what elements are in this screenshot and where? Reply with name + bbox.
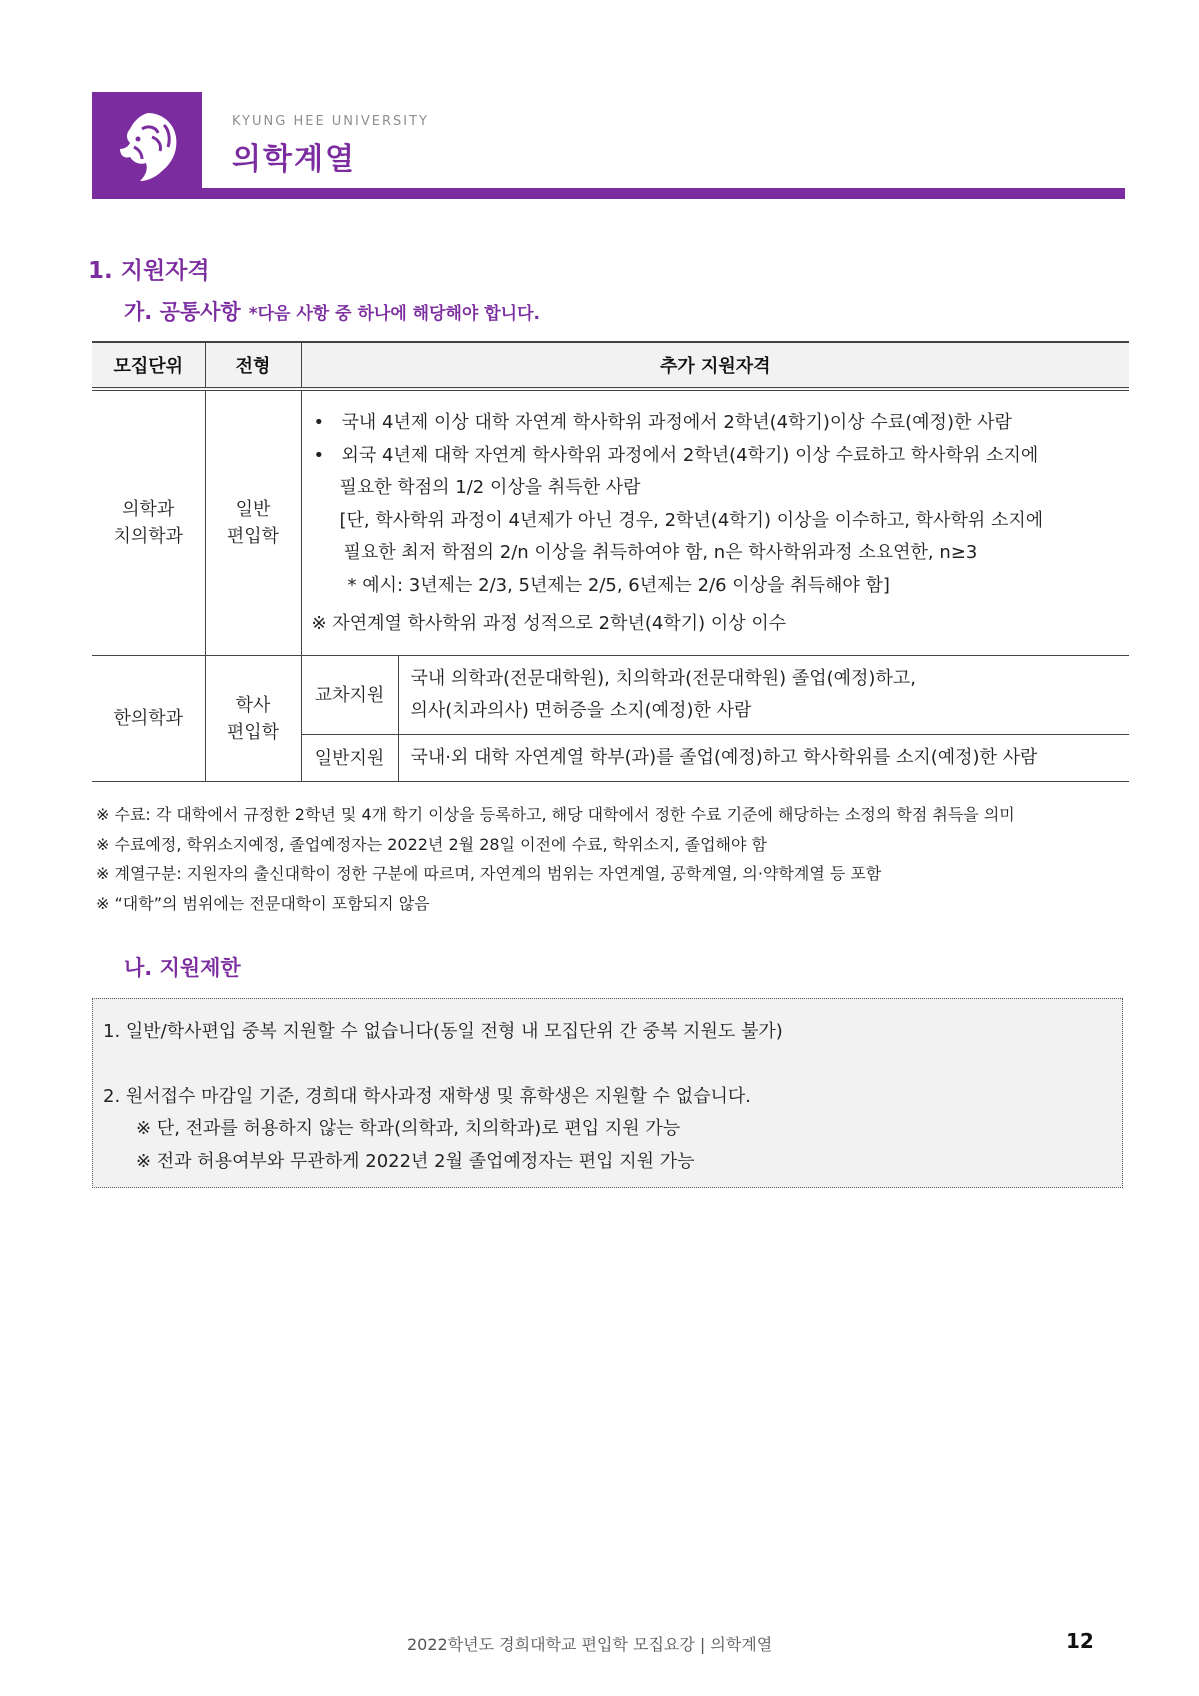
university-name: KYUNG HEE UNIVERSITY (232, 114, 429, 129)
bullet-text: 외국 4년제 대학 자연계 학사학위 과정에서 2학년(4학기) 이상 수료하고 학사학위 소지에 (341, 444, 1039, 466)
requirement-text: 의사(치과의사) 면허증을 소지(예정)한 사람 (410, 700, 752, 721)
page-number: 12 (1066, 1629, 1094, 1653)
column-header: 추가 지원자격 (301, 342, 1129, 389)
list-subitem: ※ 전과 허용여부와 무관하게 2022년 2월 졸업예정자는 편입 지원 가능 (136, 1150, 695, 1172)
requirement-cell: 국내·외 대학 자연계열 학부(과)를 졸업(예정)하고 학사학위를 소지(예정)한 사람 (398, 735, 1129, 782)
list-subitem: ※ 단, 전과를 허용하지 않는 학과(의학과, 치의학과)로 편입 지원 가능 (136, 1118, 681, 1139)
subsection-title-text: 가. 공통사항 (124, 300, 241, 324)
bullet-continuation: 필요한 최저 학점의 2/n 이상을 취득하여야 함, n은 학사학위과정 소요연한, n≥3 (343, 542, 978, 564)
requirement-cell (398, 656, 1129, 735)
header-divider (92, 188, 1125, 199)
note-item: ※ 수료: 각 대학에서 규정한 2학년 및 4개 학기 이상을 등록하고, 해당 대학에서 정한 수료 기준에 해당하는 소정의 학점 취득을 의미 (96, 805, 1015, 824)
note-item: ※ 계열구분: 지원자의 출신대학이 정한 구분에 따르며, 자연계의 범위는 자연계열, 공학계열, 의·약학계열 등 포함 (96, 864, 882, 883)
restrictions-box (92, 998, 1123, 1188)
subtype-cell: 교차지원 (301, 656, 398, 735)
column-header: 모집단위 (92, 342, 205, 389)
requirements-cell (301, 389, 1129, 656)
type-name: 일반 (235, 499, 271, 520)
type-name: 편입학 (226, 526, 280, 547)
bullet-continuation: [단, 학사학위 과정이 4년제가 아닌 경우, 2학년(4학기) 이상을 이수하고, 학사학위 소지에 (339, 509, 1044, 531)
column-header: 전형 (205, 342, 301, 389)
list-item: 1. 일반/학사편입 중복 지원할 수 없습니다(동일 전형 내 모집단위 간 중복 지원도 불가) (103, 1021, 783, 1042)
type-name: 편입학 (226, 721, 280, 743)
subsection-title (124, 296, 540, 326)
page-title: 의학계열 (232, 142, 356, 177)
unit-name: 의학과 (122, 499, 175, 520)
bullet-continuation: * 예시: 3년제는 2/3, 5년제는 2/5, 6년제는 2/6 이상을 취득해야 함] (347, 574, 890, 596)
list-item: • 외국 4년제 대학 자연계 학사학위 과정에서 2학년(4학기) 이상 수료하고 학사학위 소지에 (312, 440, 1120, 473)
table-row (92, 389, 1129, 656)
subsection-title: 나. 지원제한 (124, 956, 241, 980)
type-cell (205, 656, 301, 782)
unit-name: 치의학과 (113, 526, 184, 547)
requirement-text: 국내 의학과(전문대학원), 치의학과(전문대학원) 졸업(예정)하고, (410, 668, 916, 689)
table-row (92, 656, 1129, 735)
eligibility-table (92, 341, 1129, 782)
lion-logo-icon (112, 107, 182, 185)
subtype-cell: 일반지원 (301, 735, 398, 782)
bullet-continuation: 필요한 학점의 1/2 이상을 취득한 사람 (339, 477, 641, 499)
footer-text: 2022학년도 경희대학교 편입학 모집요강 | 의학계열 (407, 1635, 773, 1654)
note-item: ※ “대학”의 범위에는 전문대학이 포함되지 않음 (96, 893, 430, 913)
unit-cell: 한의학과 (92, 656, 205, 782)
logo-box (92, 92, 202, 199)
list-item: 2. 원서접수 마감일 기준, 경희대 학사과정 재학생 및 휴학생은 지원할 수 없습니다. (103, 1085, 751, 1107)
note-item: ※ 수료예정, 학위소지예정, 졸업예정자는 2022년 2월 28일 이전에 수료, 학위소지, 졸업해야 함 (96, 834, 768, 854)
bullet-text: 국내 4년제 이상 대학 자연계 학사학위 과정에서 2학년(4학기)이상 수료(예정)한 사람 (341, 412, 1012, 434)
subsection-note: *다음 사항 중 하나에 해당해야 합니다. (248, 304, 540, 324)
page-header (92, 92, 1125, 199)
reference-note: ※ 자연계열 학사학위 과정 성적으로 2학년(4학기) 이상 이수 (311, 613, 787, 635)
table-header-row (92, 342, 1129, 389)
type-name: 학사 (235, 694, 271, 716)
notes-list (96, 800, 1015, 918)
unit-cell (92, 389, 205, 656)
section-title: 1. 지원자격 (88, 258, 210, 284)
type-cell (205, 389, 301, 656)
list-item: • 국내 4년제 이상 대학 자연계 학사학위 과정에서 2학년(4학기)이상 수료(예정)한 사람 (312, 407, 1120, 440)
